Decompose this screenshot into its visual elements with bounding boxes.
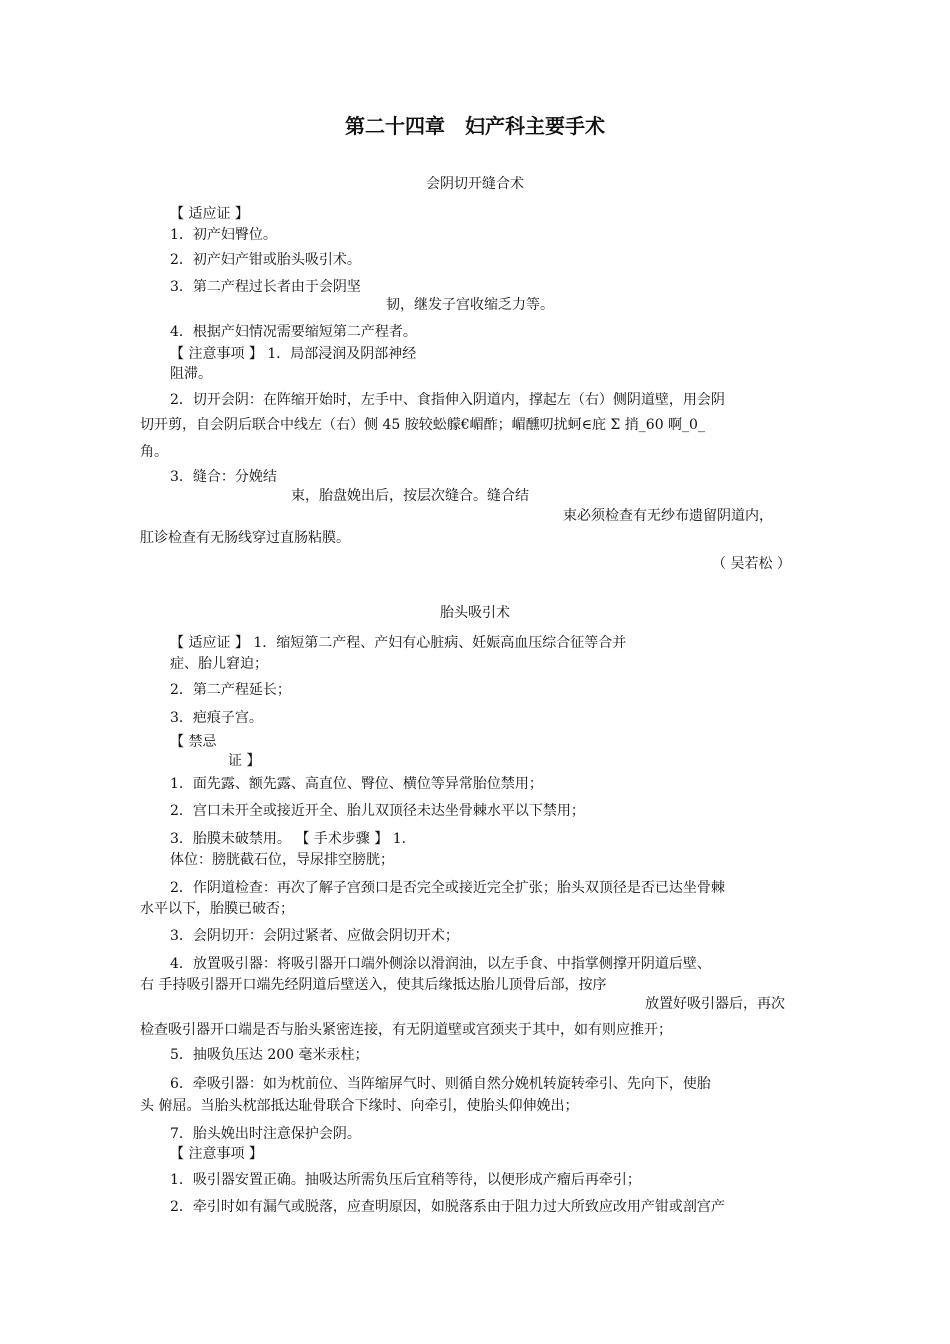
text-line: 束必须检查有无纱布遗留阴道内， [563, 508, 773, 524]
text-line: 【 禁忌 [170, 734, 217, 750]
text-line: 3．会阴切开：会阴过紧者、应做会阴切开术； [170, 928, 459, 944]
text-line: 阻滞。 [170, 366, 212, 382]
text-line: 水平以下，胎膜已破否； [140, 901, 294, 917]
section-heading-episiotomy: 会阴切开缝合术 [426, 176, 524, 192]
chapter-title: 第二十四章 妇产科主要手术 [345, 114, 605, 138]
text-line: 3．胎膜未破禁用。 【 手术步骤 】 1． [170, 831, 416, 847]
text-line: 韧，继发子宫收缩乏力等。 [386, 297, 554, 313]
text-line: 【 注意事项 】 [170, 1146, 263, 1162]
text-line: 2．切开会阴：在阵缩开始时，左手中、食指伸入阴道内，撑起左（右）侧阴道壁，用会阴 [170, 392, 725, 408]
text-line: 肛诊检查有无肠线穿过直肠粘膜。 [140, 530, 350, 546]
text-line: 【 适应证 】 [170, 206, 249, 222]
text-line: 3．缝合：分娩结 [170, 469, 277, 485]
text-line: 5．抽吸负压达 200 毫米汞柱； [170, 1047, 369, 1063]
text-line: 4．根据产妇情况需要缩短第二产程者。 [170, 324, 417, 340]
text-line: 症、胎儿窘迫； [170, 656, 268, 672]
text-line: 检查吸引器开口端是否与胎头紧密连接，有无阴道壁或宫颈夹于其中，如有则应推开； [140, 1022, 672, 1038]
text-line: 3．疤痕子宫。 [170, 710, 263, 726]
text-line: 切开剪，自会阴后联合中线左（右）侧 45 胺较蚣艨€嵋酢；嵋醺叨扰蚵∈庇 Σ 捎_60 啊_0_ [140, 417, 705, 433]
text-line: 头 俯屈。当胎头枕部抵达耻骨联合下缘时、向牵引，使胎头仰伸娩出； [140, 1098, 579, 1114]
text-line: 体位：膀胱截石位，导尿排空膀胱； [170, 852, 394, 868]
text-line: 2．牵引时如有漏气或脱落，应查明原因，如脱落系由于阻力过大所致应改用产钳或剖宫产 [170, 1199, 725, 1215]
text-line: 2．第二产程延长； [170, 682, 291, 698]
text-line: 2．作阴道检查：再次了解子宫颈口是否完全或接近完全扩张；胎头双顶径是否已达坐骨棘 [170, 880, 725, 896]
section-heading-vacuum-extraction: 胎头吸引术 [440, 605, 510, 621]
text-line: 1．吸引器安置正确。抽吸达所需负压后宜稍等待，以便形成产瘤后再牵引； [170, 1172, 641, 1188]
text-line: 4．放置吸引器：将吸引器开口端外侧涂以滑润油，以左手食、中指掌侧撑开阴道后壁、 [170, 956, 711, 972]
text-line: 7．胎头娩出时注意保护会阴。 [170, 1126, 361, 1142]
text-line: 3．第二产程过长者由于会阴坚 [170, 279, 361, 295]
text-line: 1．面先露、额先露、高直位、臀位、横位等异常胎位禁用； [170, 776, 543, 792]
text-line: 角。 [140, 444, 168, 460]
text-line: 2．初产妇产钳或胎头吸引术。 [170, 252, 361, 268]
text-line: 6．牵吸引器：如为枕前位、当阵缩屏气时、则循自然分娩机转旋转牵引、先向下，使胎 [170, 1076, 711, 1092]
author-credit: （ 吴若松 ） [712, 556, 791, 572]
text-line: 证 】 [228, 753, 261, 769]
text-line: 1．初产妇臀位。 [170, 227, 277, 243]
text-line: 【 适应证 】 1．缩短第二产程、产妇有心脏病、妊娠高血压综合征等合并 [170, 635, 627, 651]
text-line: 束，胎盘娩出后，按层次缝合。缝合结 [291, 488, 529, 504]
text-line: 右 手持吸引器开口端先经阴道后壁送入，使其后缘抵达胎儿顶骨后部，按序 [140, 977, 607, 993]
text-line: 放置好吸引器后，再次 [645, 996, 785, 1012]
text-line: 2．宫口未开全或接近开全、胎儿双顶径未达坐骨棘水平以下禁用； [170, 803, 585, 819]
text-line: 【 注意事项 】 1．局部浸润及阴部神经 [170, 346, 417, 362]
